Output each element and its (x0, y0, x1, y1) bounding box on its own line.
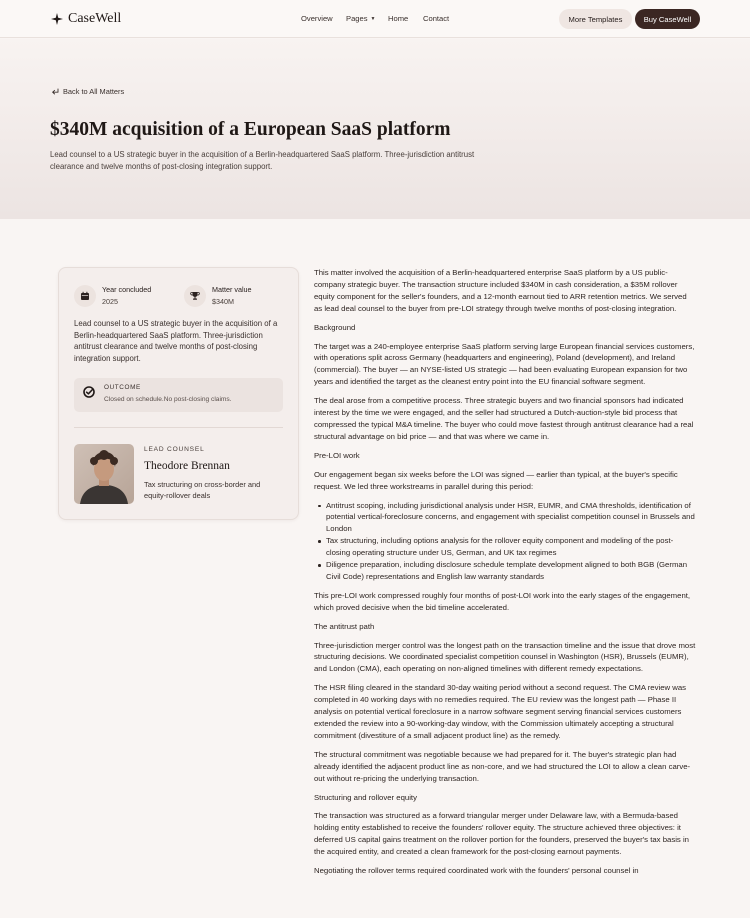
article-paragraph: The transaction was structured as a forward triangular merger under Delaware law, with a Bermuda-based holding entity established to receive the founders' rollover equity. The structure achieved three objectives: it deferred US capital gains treatment on the rollover portion for the founders, preserved the buyer's tax basis in the acquired entity, and created a clean framework for the post-closing earnout payments. (314, 811, 689, 857)
heading-pre-loi-work: Pre-LOI work (314, 450, 360, 460)
nav-pages[interactable] (346, 14, 386, 23)
matter-value-label: Matter value (212, 285, 252, 294)
nav-contact[interactable]: Contact (423, 14, 450, 23)
nav-home[interactable]: Home (388, 14, 409, 23)
heading-background: Background (314, 322, 356, 332)
outcome-box (74, 378, 283, 412)
article-paragraph: The target was a 240-employee enterprise SaaS platform serving large European financial services customers, with operations split across Germany (headquarters and engineering), Poland (development), and Ireland (commercial). The buyer — an NYSE-listed US strategic — had been evaluating European expansion for two years and identified the target as the cleanest entry point into the EU financial software segment. (314, 341, 695, 387)
list-item: Tax structuring, including options analysis for the rollover equity component and modeling of the post-closing operating structure under US, German, and UK tax regimes (314, 535, 696, 559)
lead-counsel-label: LEAD COUNSEL (144, 446, 205, 453)
counsel-portrait (74, 444, 134, 504)
brand-logo[interactable] (51, 11, 121, 27)
trophy-icon (184, 285, 206, 307)
outcome-text: Closed on schedule.No post-closing claims. (104, 396, 232, 403)
year-concluded-label: Year concluded (102, 285, 152, 294)
article-paragraph: The deal arose from a competitive process. Three strategic buyers and two financial sponsors had indicated interest by the time we were engaged, and the seller had structured a Dutch-auction-style bid process that compressed the typical M&A timeline. The buyer who could move fastest through antitrust clearance had a real structural advantage on bid price — and that was where we came in. (314, 396, 694, 441)
return-arrow-icon (51, 88, 59, 96)
article-intro: This matter involved the acquisition of a Berlin-headquartered enterprise SaaS platform by a US public-company strategic buyer. The transaction structure included $340M in cash consideration, a $35M rollover equity component for the seller's founders, and a 12-month earnout tied to ARR retention metrics. We served as lead deal counsel to the buyer from pre-LOI strategy through twelve months of post-closing integration. (314, 268, 687, 313)
back-to-all-matters-link[interactable] (51, 87, 124, 96)
article-paragraph: This pre-LOI work compressed roughly four months of post-LOI work into the early stages of the engagement, which proved decisive when the bid timeline accelerated. (314, 590, 691, 612)
matter-article (314, 267, 696, 884)
outcome-label: OUTCOME (104, 384, 141, 391)
article-paragraph: Negotiating the rollover terms required coordinated work with the founders' personal counsel in (314, 866, 639, 876)
list-item: Antitrust scoping, including jurisdictional analysis under HSR, EUMR, and CMA thresholds, identification of potential vertical-foreclosure concerns, and engagement with specialist competition counsel in Brussels and London (314, 500, 696, 536)
article-paragraph: The HSR filing cleared in the standard 30-day waiting period without a second request. The CMA review was completed in 40 working days with no remedies required. The EU review was the longest path — Phase II analysis on potential vertical foreclosure in a narrow software segment serving financial services customers extended the review into a 90-working-day window, with the Commission ultimately accepting a structural commitment (divestiture of a small adjacent product line) as the remedy. (314, 683, 687, 740)
heading-structuring: Structuring and rollover equity (314, 792, 417, 802)
article-paragraph: The structural commitment was negotiable because we had prepared for it. The buyer's strategic plan had already identified the adjacent product line as non-core, and we had structured the LOI to allow a clean carve-out without re-pricing the underlying transaction. (314, 749, 691, 783)
heading-antitrust-path: The antitrust path (314, 621, 375, 631)
chevron-down-icon: ▼ (370, 16, 376, 22)
page-title: $340M acquisition of a European SaaS platform (50, 119, 451, 140)
nav-pages-label: Pages (346, 14, 368, 23)
page-subtitle: Lead counsel to a US strategic buyer in the acquisition of a Berlin-headquartered SaaS platform. Three-jurisdiction antitrust clearance and twelve months of post-closing integration support. (50, 150, 475, 171)
card-divider (74, 427, 283, 428)
more-templates-button[interactable]: More Templates (559, 9, 632, 29)
brand-mark-icon (51, 13, 63, 25)
back-link-label: Back to All Matters (63, 87, 125, 96)
matter-description: Lead counsel to a US strategic buyer in the acquisition of a Berlin-headquartered SaaS platform. Three-jurisdiction antitrust clearance and twelve months of post-closing integration support. (74, 319, 278, 363)
counsel-name: Theodore Brennan (144, 460, 230, 472)
counsel-photo (74, 444, 134, 504)
counsel-role: Tax structuring on cross-border and equity-rollover deals (144, 480, 261, 500)
brand-name: CaseWell (68, 11, 122, 26)
top-navigation-bar (0, 0, 750, 38)
year-concluded-value: 2025 (102, 297, 118, 306)
article-paragraph: Three-jurisdiction merger control was the longest path on the transaction timeline and the issue that drove most structuring decisions. We coordinated specialist competition counsel in Washington (HSR), Brussels (EUMR), and London (CMA), each operating on non-aligned timelines with different remedy expectations. (314, 640, 696, 674)
calendar-icon (74, 285, 96, 307)
check-circle-icon (83, 386, 95, 398)
workstream-list (314, 500, 696, 583)
matter-value-value: $340M (212, 297, 234, 306)
article-paragraph: Our engagement began six weeks before the LOI was signed — earlier than typical, at the buyer's specific request. We led three workstreams in parallel during this period: (314, 469, 678, 491)
matter-summary-card (58, 267, 299, 520)
nav-overview[interactable]: Overview (301, 14, 333, 23)
list-item: Diligence preparation, including disclosure schedule template development aligned to both BGB (German Civil Code) representations and English law warranty standards (314, 559, 696, 583)
buy-casewell-button[interactable]: Buy CaseWell (635, 9, 700, 29)
